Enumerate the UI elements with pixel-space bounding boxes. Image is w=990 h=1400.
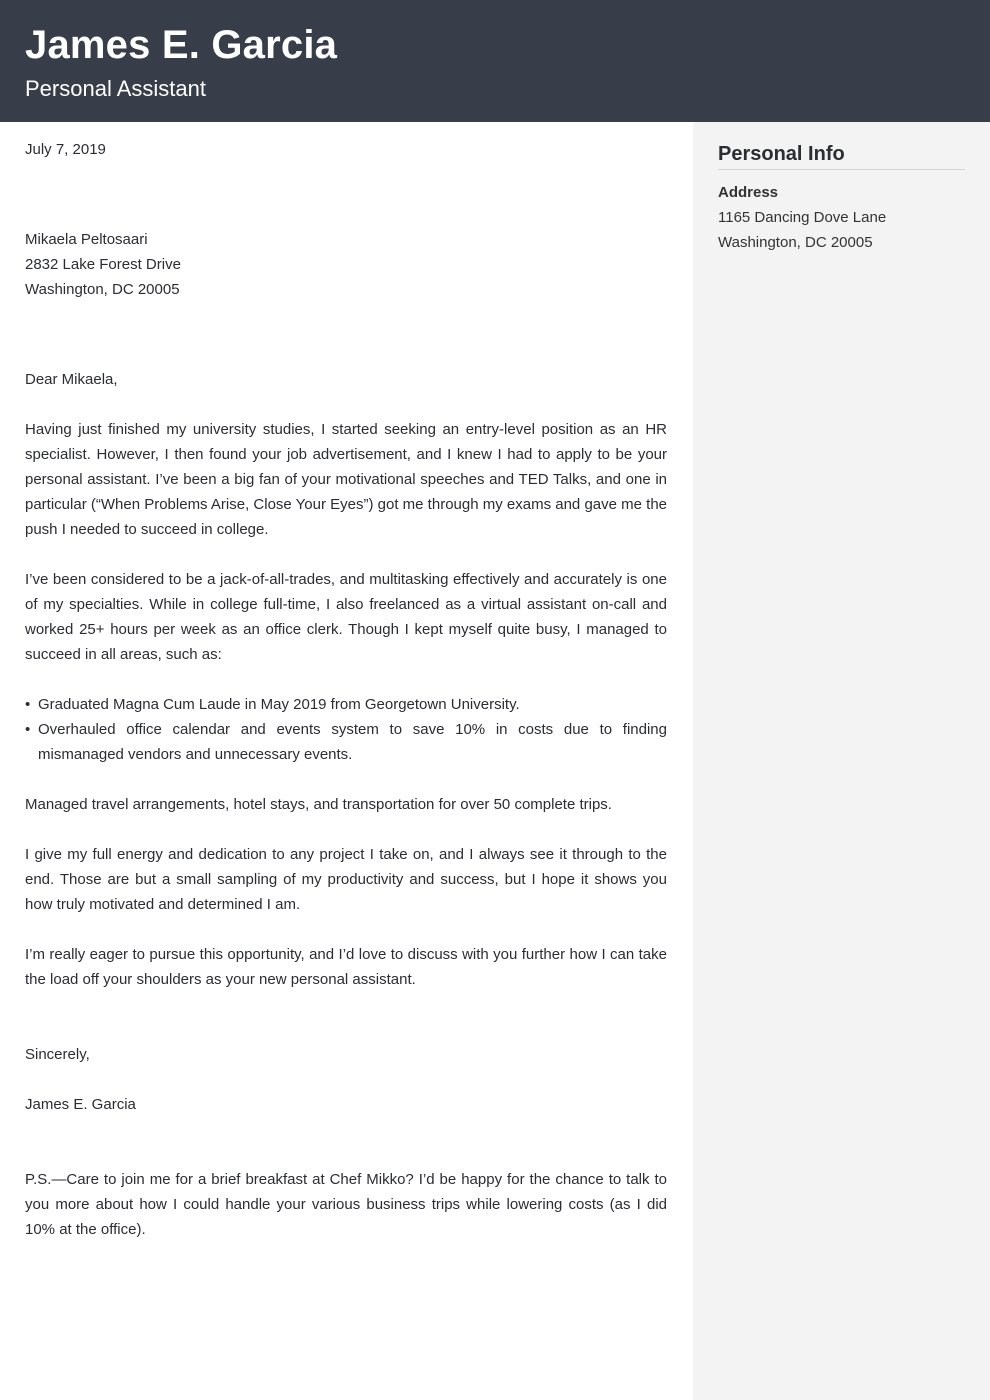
applicant-name: James E. Garcia (25, 23, 338, 67)
address-line-1: 1165 Dancing Dove Lane (718, 209, 887, 226)
list-item-text: Overhauled office calendar and events system to save 10% in costs due to finding mismanaged vendors and unnecessary events. (38, 721, 667, 763)
bullet-icon: • (25, 696, 31, 713)
letter-date: July 7, 2019 (25, 141, 106, 158)
paragraph-2: I’ve been considered to be a jack-of-all-trades, and multitasking effectively and accurately is one of my specialties. While in college full-time, I also freelanced as a virtual assistant on-call and worked 25+ hours per week as an office clerk. Though I kept myself quite busy, I managed to succeed in all areas, such as: (25, 571, 667, 663)
paragraph-4: I give my full energy and dedication to any project I take on, and I always see it through to the end. Those are but a small sampling of my productivity and success, but I hope it shows you how truly motivated and determined I am. (25, 846, 667, 913)
bullet-icon: • (25, 721, 31, 738)
postscript: P.S.—Care to join me for a brief breakfast at Chef Mikko? I’d be happy for the chance to talk to you more about how I could handle your various business trips while lowering costs (as I did 10% at the office). (25, 1171, 667, 1238)
paragraph-3: Managed travel arrangements, hotel stays, and transportation for over 50 complete trips. (25, 796, 612, 813)
recipient-name: Mikaela Peltosaari (25, 231, 148, 248)
sidebar-heading: Personal Info (718, 142, 965, 170)
applicant-job-title: Personal Assistant (25, 76, 206, 101)
list-item (25, 692, 667, 717)
recipient-address (25, 227, 667, 302)
recipient-city: Washington, DC 20005 (25, 281, 180, 298)
greeting: Dear Mikaela, (25, 371, 118, 388)
recipient-street: 2832 Lake Forest Drive (25, 256, 181, 273)
sidebar (693, 122, 990, 1400)
address-label: Address (718, 184, 779, 201)
achievements-list (25, 692, 667, 767)
address-line-2: Washington, DC 20005 (718, 234, 873, 251)
list-item-text: Graduated Magna Cum Laude in May 2019 from Georgetown University. (38, 696, 520, 713)
list-item (25, 717, 667, 767)
header-banner (0, 0, 990, 122)
paragraph-1: Having just finished my university studies, I started seeking an entry-level position as an HR specialist. However, I then found your job advertisement, and I knew I had to apply to be your personal assistant. I’ve been a big fan of your motivational speeches and TED Talks, and one in particular (“When Problems Arise, Close Your Eyes”) got me through my exams and gave me the push I needed to succeed in college. (25, 421, 667, 538)
signature: James E. Garcia (25, 1096, 136, 1113)
paragraph-5: I’m really eager to pursue this opportunity, and I’d love to discuss with you further how I can take the load off your shoulders as your new personal assistant. (25, 946, 667, 988)
closing: Sincerely, (25, 1046, 90, 1063)
